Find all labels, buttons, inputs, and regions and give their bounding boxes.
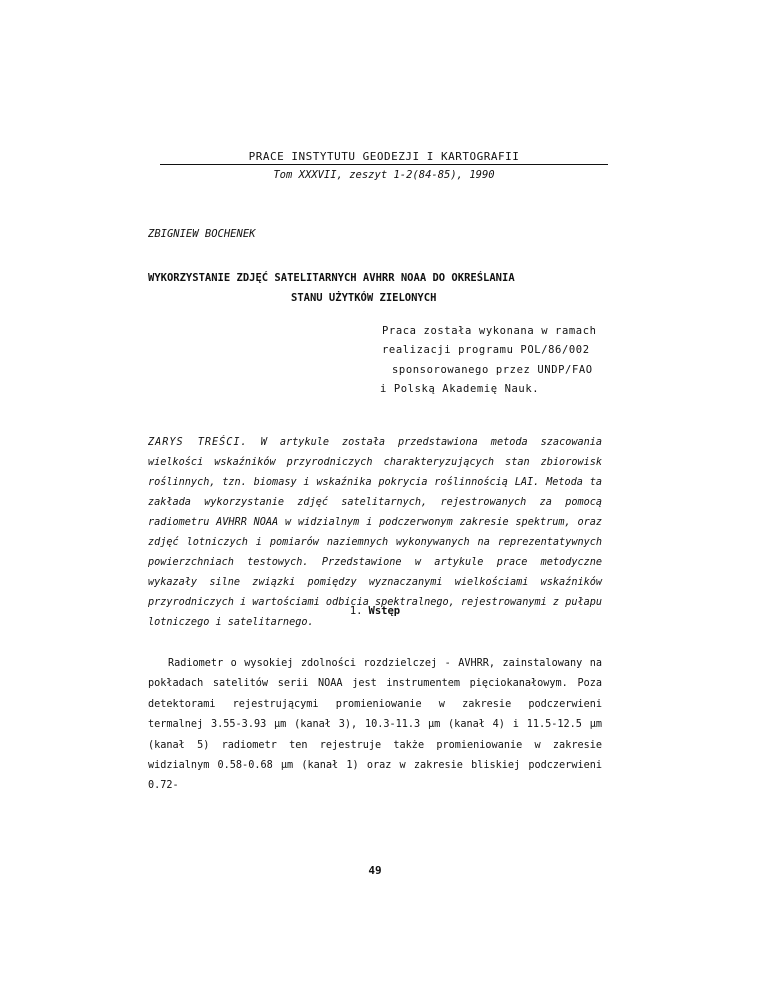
article-title-line-2: STANU UŻYTKÓW ZIELONYCH xyxy=(291,292,437,304)
section-title: Wstęp xyxy=(368,605,401,617)
section-heading xyxy=(148,605,602,617)
body-paragraph: Radiometr o wysokiej zdolności rozdzielczej - AVHRR, zainstalowany na pokładach satelitów serii NOAA jest instrumentem pięciokanałowym. Poza detektorami rejestrującymi promieniowanie w zakresie podczerwieni termalnej 3.55-3.93 μm (kanał 3), 10.3-11.3 μm (kanał 4) i 11.5-12.5 μm (kanał 5) radiometr ten rejestruje także promieniowanie w zakresie widzialnym 0.58-0.68 μm (kanał 1) oraz w zakresie bliskiej podczerwieni 0.72- xyxy=(148,658,602,792)
section-number: 1. xyxy=(349,605,363,617)
funding-note-line-2: realizacji programu POL/86/002 xyxy=(382,344,590,357)
author-name: ZBIGNIEW BOCHENEK xyxy=(148,228,256,240)
page-number: 49 xyxy=(368,864,382,877)
journal-title: PRACE INSTYTUTU GEODEZJI I KARTOGRAFII xyxy=(248,150,520,163)
header-rule xyxy=(160,164,608,165)
abstract-label: ZARYS TREŚCI. xyxy=(148,437,248,448)
article-title xyxy=(148,268,634,308)
abstract-text: W artykule została przedstawiona metoda szacowania wielkości wskaźników przyrodniczych charakteryzujących stan zbiorowisk roślinnych, tzn. biomasy i wskaźnika pokrycia roślinnością LAI. Metoda ta zakłada wykorzystanie zdjęć satelitarnych, rejestrowanych za pomocą radiometru AVHRR NOAA w widzialnym i podczerwonym zakresie spektrum, oraz zdjęć lotniczych i pomiarów naziemnych wykonywanych na reprezentatywnych powierzchniach testowych. Przedstawione w artykule prace metodyczne wykazały silne związki pomiędzy wyznaczanymi wielkościami wskaźników przyrodniczych i wartościami odbicia spektralnego, rejestrowanymi z pułapu lotniczego i satelitarnego. xyxy=(148,437,602,628)
funding-note-line-1: Praca została wykonana w ramach xyxy=(382,325,597,337)
funding-note xyxy=(382,322,597,399)
funding-note-line-3: sponsorowanego przez UNDP/FAO xyxy=(392,363,593,376)
article-title-line-1: WYKORZYSTANIE ZDJĘĆ SATELITARNYCH AVHRR NOAA DO OKREŚLANIA xyxy=(148,272,515,284)
journal-volume: Tom XXXVII, zeszyt 1-2(84-85), 1990 xyxy=(273,169,495,181)
abstract xyxy=(148,433,602,633)
funding-note-line-4: i Polską Akademię Nauk. xyxy=(380,382,540,395)
